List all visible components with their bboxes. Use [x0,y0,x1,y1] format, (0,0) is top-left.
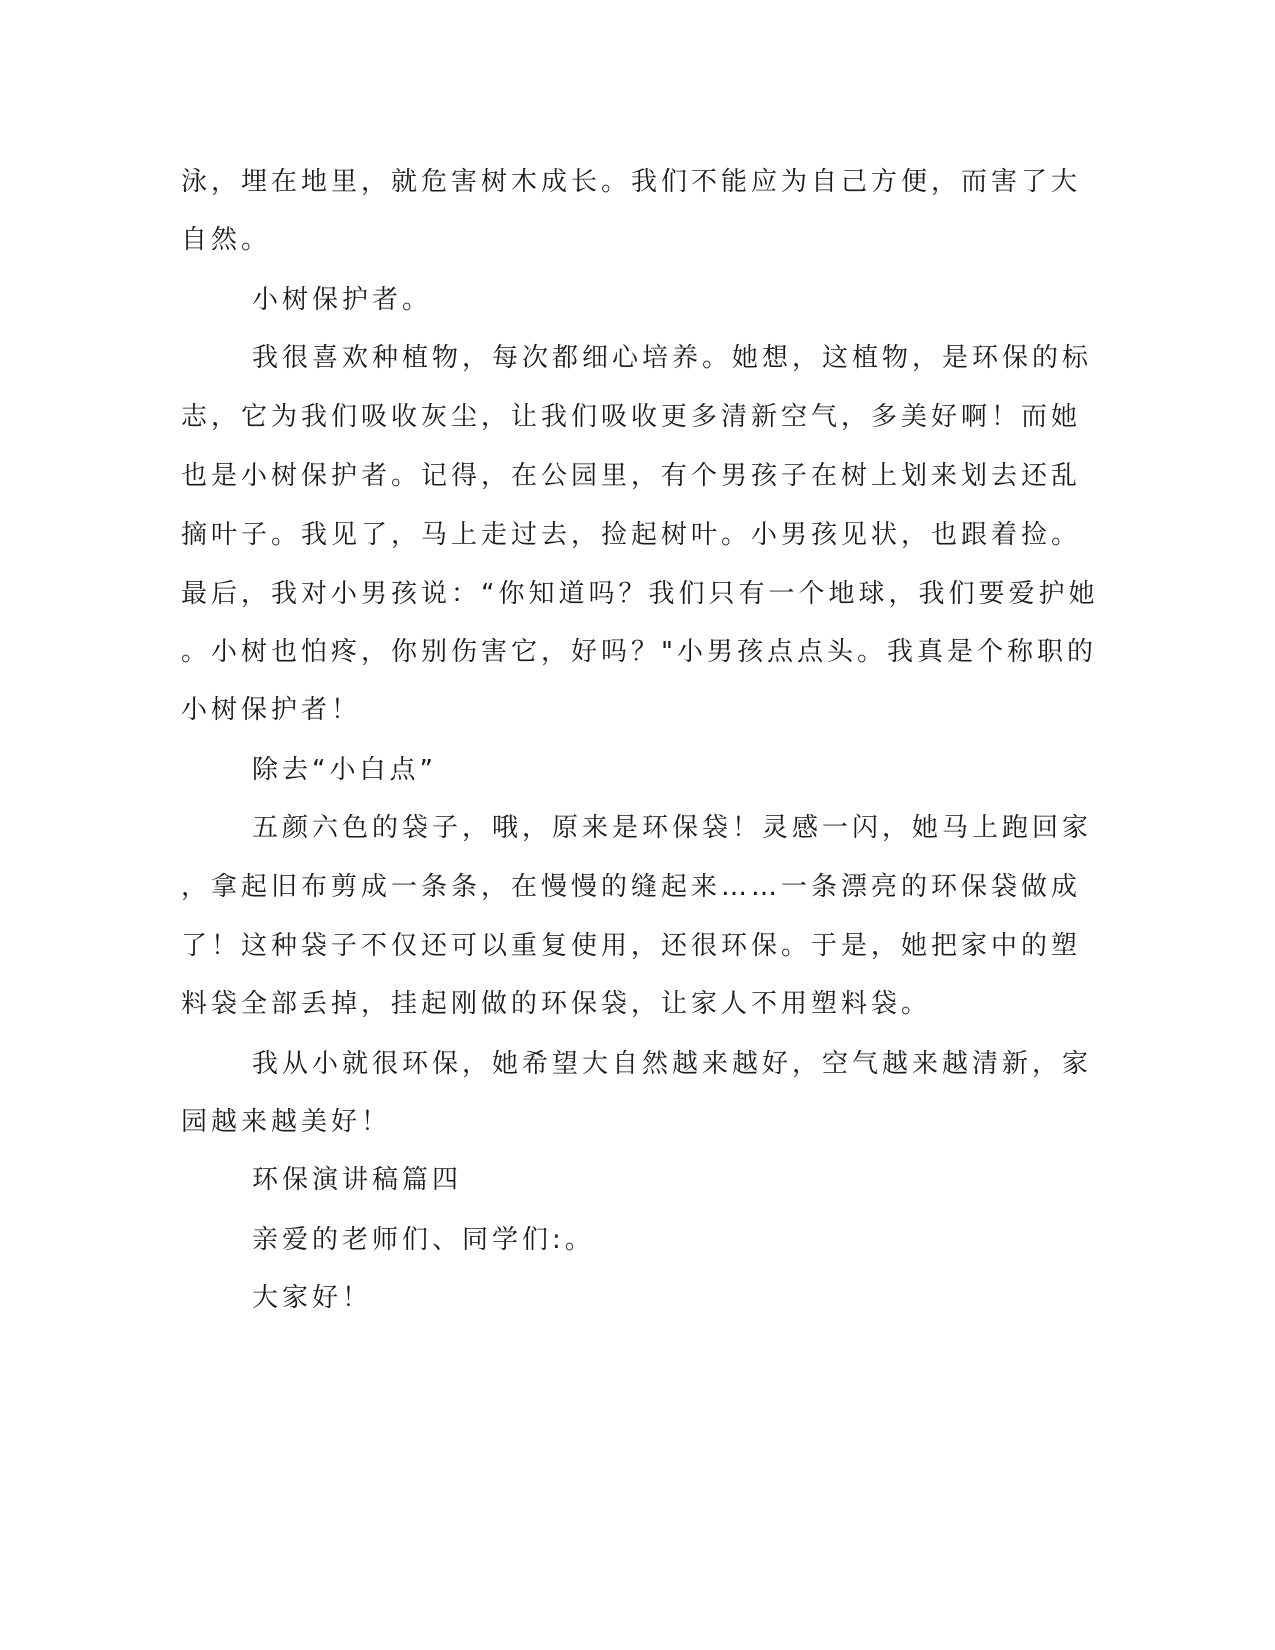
text-line: 五颜六色的袋子，哦，原来是环保袋！灵感一闪，她马上跑回家 [252,813,1093,843]
text-line: 摘叶子。我见了，马上走过去，捡起树叶。小男孩见状，也跟着捡。 [181,520,1082,550]
text-line: 除去“小白点” [252,755,437,785]
text-line: 了！这种袋子不仅还可以重复使用，还很环保。于是，她把家中的塑 [181,931,1082,961]
text-line: ，拿起旧布剪成一条条，在慢慢的缝起来……一条漂亮的环保袋做成 [181,872,1082,902]
text-line: 我很喜欢种植物，每次都细心培养。她想，这植物，是环保的标 [252,343,1093,373]
text-line: 小树保护者。 [252,285,433,315]
text-line: 亲爱的老师们、同学们:。 [252,1225,595,1255]
text-line: 园越来越美好！ [181,1107,392,1137]
text-line: 泳，埋在地里，就危害树木成长。我们不能应为自己方便，而害了大 [181,167,1082,197]
text-line: 最后，我对小男孩说：“你知道吗？我们只有一个地球，我们要爱护她 [181,579,1099,609]
text-line: 自然。 [181,225,272,255]
text-line: 也是小树保护者。记得，在公园里，有个男孩子在树上划来划去还乱 [181,461,1082,491]
section-heading: 环保演讲稿篇四 [252,1165,463,1195]
text-line: 大家好！ [252,1283,373,1313]
text-line: 志，它为我们吸收灰尘，让我们吸收更多清新空气，多美好啊！而她 [181,402,1082,432]
text-line: 。小树也怕疼，你别伤害它，好吗？"小男孩点点头。我真是个称职的 [181,637,1097,667]
text-line: 料袋全部丢掉，挂起刚做的环保袋，让家人不用塑料袋。 [181,989,932,1019]
text-line: 小树保护者！ [181,695,362,725]
text-line: 我从小就很环保，她希望大自然越来越好，空气越来越清新，家 [252,1049,1093,1079]
